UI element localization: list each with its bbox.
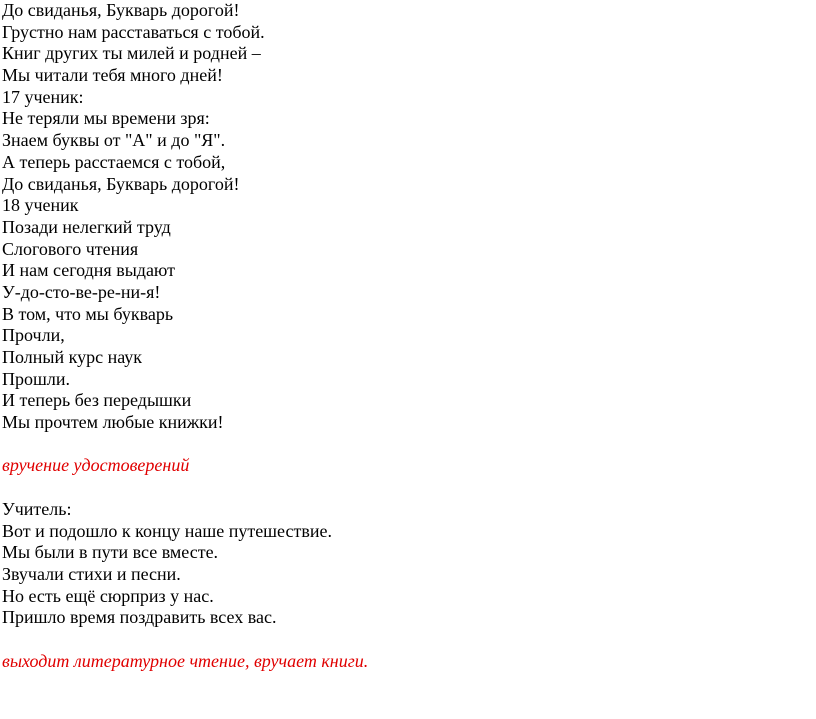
poem-block-1 bbox=[2, 0, 812, 434]
poem-block-2 bbox=[2, 499, 812, 629]
document-page bbox=[2, 0, 812, 672]
text-line: Вот и подошло к концу наше путешествие. bbox=[2, 520, 332, 541]
text-line: Прошли. bbox=[2, 368, 70, 389]
speaker-label: 17 ученик: bbox=[2, 86, 84, 107]
text-line: И нам сегодня выдают bbox=[2, 260, 176, 281]
text-line: Слогового чтения bbox=[2, 238, 139, 259]
blank-line bbox=[2, 477, 812, 499]
blank-line bbox=[2, 629, 812, 651]
stage-direction: выходит литературное чтение, вручает книги. bbox=[2, 650, 369, 671]
text-line: А теперь расстаемся с тобой, bbox=[2, 151, 226, 172]
stage-direction: вручение удостоверений bbox=[2, 455, 190, 476]
text-line: Но есть ещё сюрприз у нас. bbox=[2, 585, 214, 606]
text-line: Знаем буквы от "А" и до "Я". bbox=[2, 130, 226, 151]
text-line: У-до-сто-ве-ре-ни-я! bbox=[2, 281, 161, 302]
text-line: Мы прочтем любые книжки! bbox=[2, 412, 224, 433]
text-line: Не теряли мы времени зря: bbox=[2, 108, 210, 129]
text-line: До свиданья, Букварь дорогой! bbox=[2, 173, 240, 194]
speaker-label: 18 ученик bbox=[2, 195, 79, 216]
text-line: Мы были в пути все вместе. bbox=[2, 542, 219, 563]
text-line: И теперь без передышки bbox=[2, 390, 192, 411]
text-line: В том, что мы букварь bbox=[2, 303, 174, 324]
text-line: Звучали стихи и песни. bbox=[2, 563, 181, 584]
text-line: Пришло время поздравить всех вас. bbox=[2, 607, 277, 628]
blank-line bbox=[2, 434, 812, 456]
text-line: Книг других ты милей и родней – bbox=[2, 43, 261, 64]
text-line: Прочли, bbox=[2, 325, 65, 346]
text-line: До свиданья, Букварь дорогой! bbox=[2, 0, 240, 20]
text-line: Полный курс наук bbox=[2, 347, 143, 367]
speaker-label: Учитель: bbox=[2, 498, 72, 519]
text-line: Позади нелегкий труд bbox=[2, 216, 171, 237]
text-line: Грустно нам расставаться с тобой. bbox=[2, 21, 265, 42]
text-line: Мы читали тебя много дней! bbox=[2, 65, 223, 86]
